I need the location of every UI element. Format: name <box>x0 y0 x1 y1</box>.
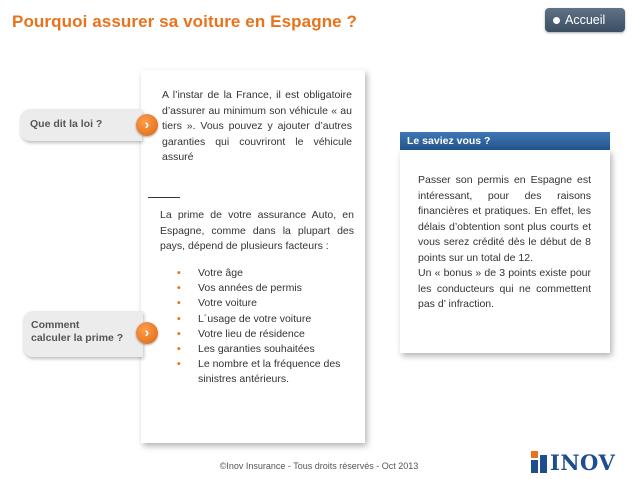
tab-prime-label-line1: Comment <box>31 319 80 331</box>
list-item: • Les garanties souhaitées <box>176 342 356 357</box>
inov-logo-text: INOV <box>550 449 616 475</box>
list-item: • L´usage de votre voiture <box>176 312 356 327</box>
accueil-label: Accueil <box>565 13 606 27</box>
tab-loi-label: Que dit la loi ? <box>30 118 103 130</box>
list-item: • Le nombre et la fréquence des sinistres antérieurs. <box>176 357 356 387</box>
list-item: • Vos années de permis <box>176 281 356 296</box>
list-item: • Votre lieu de résidence <box>176 327 356 342</box>
list-item: • Votre âge <box>176 266 356 281</box>
inov-logo <box>531 450 615 474</box>
home-dot-icon <box>553 17 560 24</box>
chevron-right-icon[interactable]: › <box>136 322 158 344</box>
tab-calculer-la-prime[interactable] <box>23 311 143 357</box>
divider <box>148 197 180 198</box>
chevron-right-icon[interactable]: › <box>136 114 158 136</box>
info-text <box>418 173 591 313</box>
tab-prime-label-line2: calculer la prime ? <box>31 332 124 344</box>
factor-list <box>176 266 356 388</box>
info-text-part1: Passer son permis en Espagne est intéressant, pour des raisons financières et pratiques. En effet, les délais d’obtention sont plus courts et vous serez crédité dès le début de 8 points sur un total de 12. <box>418 174 591 264</box>
page-title: Pourquoi assurer sa voiture en Espagne ? <box>12 12 358 31</box>
info-header: Le saviez vous ? <box>400 132 610 150</box>
prime-intro-text: La prime de votre assurance Auto, en Espagne, comme dans la plupart des pays, dépend de plusieurs facteurs : <box>160 209 354 252</box>
list-item: • Votre voiture <box>176 296 356 311</box>
tab-que-dit-la-loi[interactable] <box>20 109 142 141</box>
footer-copyright: ©Inov Insurance - Tous droits réservés - Oct 2013 <box>219 461 419 471</box>
accueil-button[interactable] <box>545 8 625 32</box>
law-text: A l’instar de la France, il est obligatoire d’assurer au minimum son véhicule « au tiers ». Vous pouvez y ajouter d’autres garanties qui couvriront le véhicule assuré <box>162 89 352 163</box>
inov-logo-mark-icon <box>531 451 547 473</box>
info-text-part2: Un « bonus » de 3 points existe pour les conducteurs qui ne commettent pas d’ infraction. <box>418 267 591 310</box>
